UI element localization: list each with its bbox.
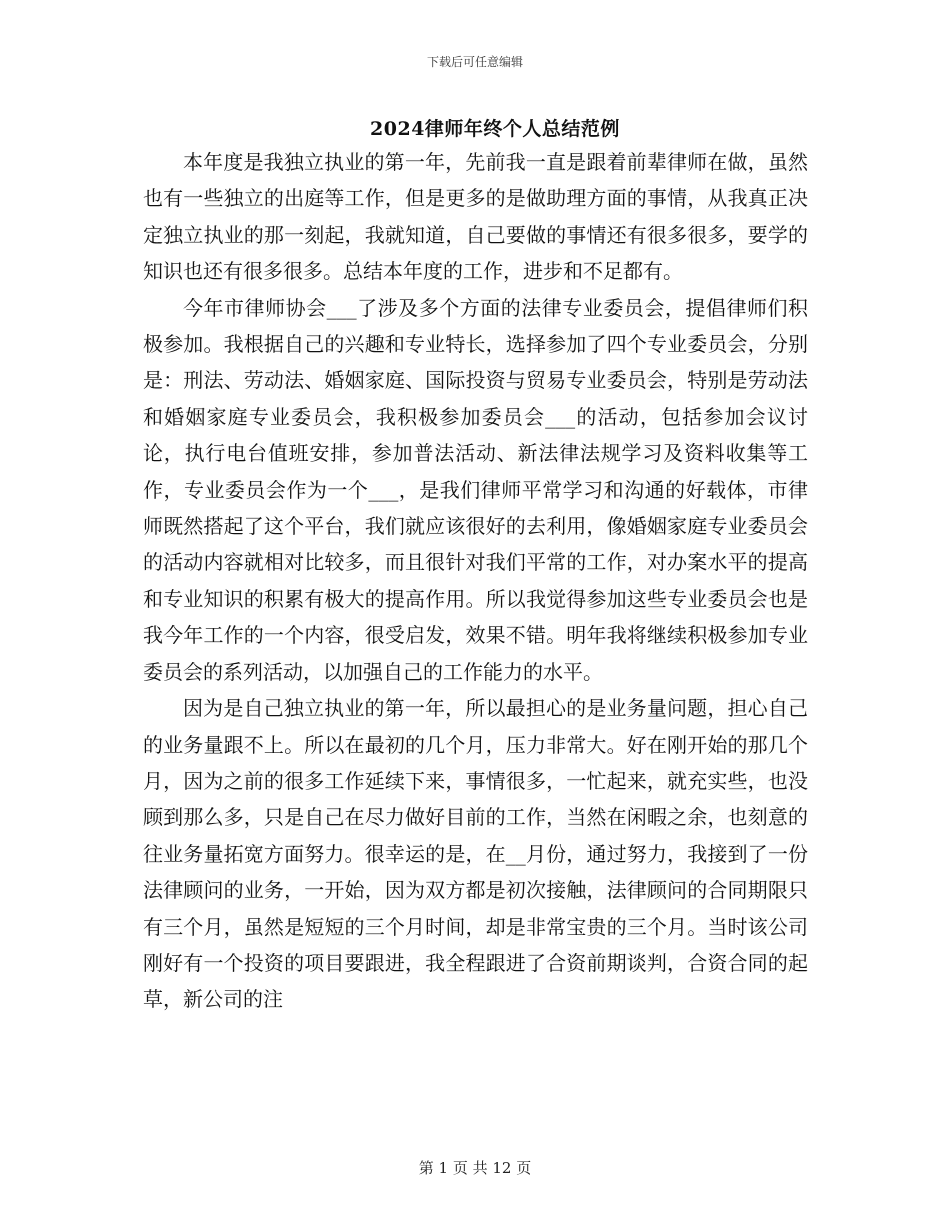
page-header-note: 下载后可任意编辑	[426, 55, 523, 69]
paragraph-3: 因为是自己独立执业的第一年，所以最担心的是业务量问题，担心自己的业务量跟不上。所以在最初的几个月，压力非常大。好在刚开始的那几个月，因为之前的很多工作延续下来，事情很多，一忙起来，就充实些，也没顾到那么多，只是自己在尽力做好目前的工作，当然在闲暇之余，也刻意的往业务量拓宽方面努力。很幸运的是，在__月份，通过努力，我接到了一份法律顾问的业务，一开始，因为双方都是初次接触，法律顾问的合同期限只有三个月，虽然是短短的三个月时间，却是非常宝贵的三个月。当时该公司刚好有一个投资的项目要跟进，我全程跟进了合资前期谈判，合资合同的起草，新公司的注	[143, 696, 808, 1012]
page-number: 第 1 页 共 12 页	[418, 1159, 532, 1177]
paragraph-2: 今年市律师协会___了涉及多个方面的法律专业委员会，提倡律师们积极参加。我根据自己的兴趣和专业特长，选择参加了四个专业委员会，分别是：刑法、劳动法、婚姻家庭、国际投资与贸易专业委员会，特别是劳动法和婚姻家庭专业委员会，我积极参加委员会___的活动，包括参加会议讨论，执行电台值班安排，参加普法活动、新法律法规学习及资料收集等工作，专业委员会作为一个___，是我们律师平常学习和沟通的好载体，市律师既然搭起了这个平台，我们就应该很好的去利用，像婚姻家庭专业委员会的活动内容就相对比较多，而且很针对我们平常的工作，对办案水平的提高和专业知识的积累有极大的提高作用。所以我觉得参加这些专业委员会也是我今年工作的一个内容，很受启发，效果不错。明年我将继续积极参加专业委员会的系列活动，以加强自己的工作能力的水平。	[143, 295, 808, 684]
document-title: 2024律师年终个人总结范例	[370, 118, 620, 140]
document-body	[143, 144, 808, 1018]
paragraph-1: 本年度是我独立执业的第一年，先前我一直是跟着前辈律师在做，虽然也有一些独立的出庭等工作，但是更多的是做助理方面的事情，从我真正决定独立执业的那一刻起，我就知道，自己要做的事情还有很多很多，要学的知识也还有很多很多。总结本年度的工作，进步和不足都有。	[143, 150, 808, 284]
